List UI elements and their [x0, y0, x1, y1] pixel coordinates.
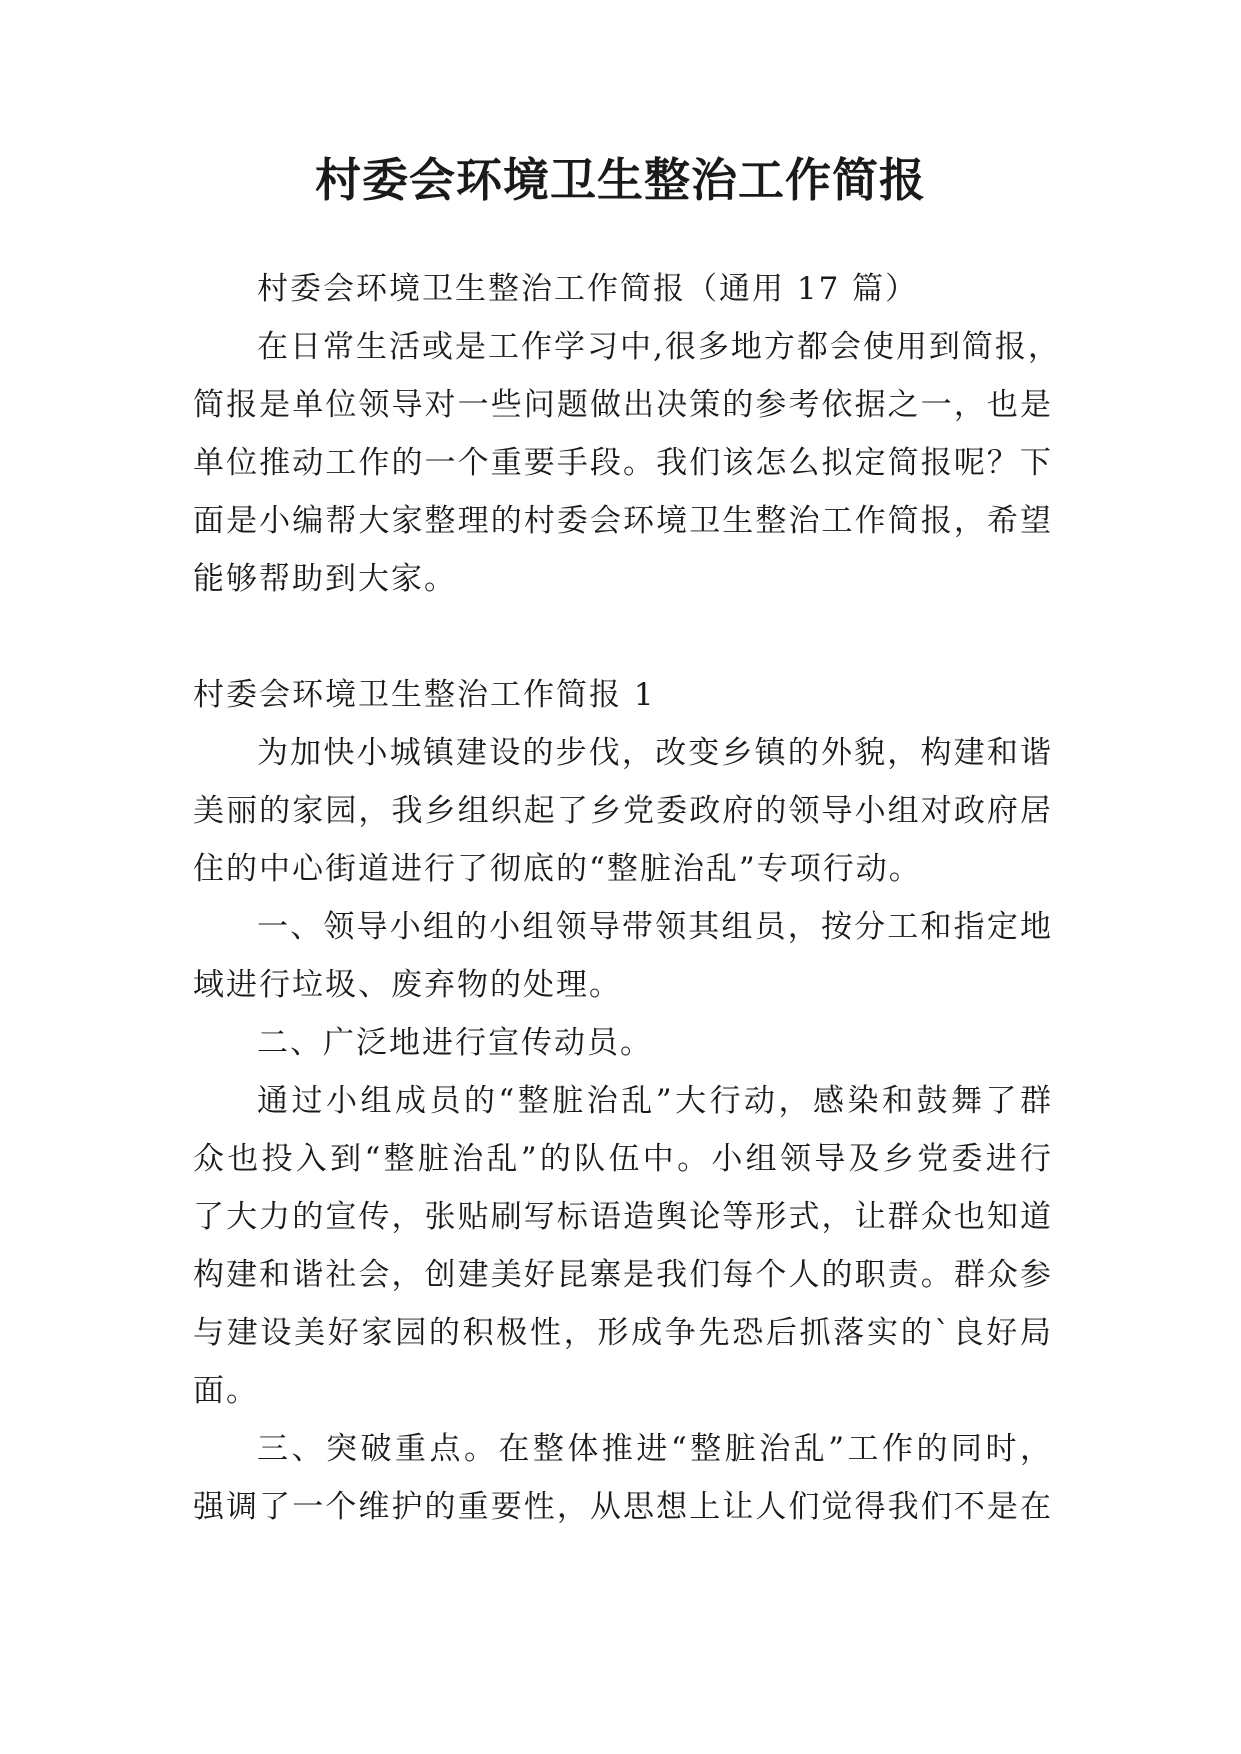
- paragraph-line: 面。: [193, 1373, 259, 1409]
- paragraph-line: 单位推动工作的一个重要手段。我们该怎么拟定简报呢？下: [193, 445, 1053, 481]
- section-spacer: [193, 608, 1053, 666]
- subtitle-line: 村委会环境卫生整治工作简报（通用 17 篇）: [257, 271, 919, 307]
- paragraph-line: 二、广泛地进行宣传动员。: [257, 1025, 653, 1061]
- paragraph-line: 通过小组成员的“整脏治乱”大行动，感染和鼓舞了群: [257, 1083, 1053, 1119]
- document-body: [193, 260, 1061, 1536]
- paragraph-line: 美丽的家园，我乡组织起了乡党委政府的领导小组对政府居: [193, 793, 1053, 829]
- paragraph-line: 住的中心街道进行了彻底的“整脏治乱”专项行动。: [193, 851, 922, 887]
- paragraph-line: 构建和谐社会，创建美好昆寨是我们每个人的职责。群众参: [193, 1257, 1053, 1293]
- paragraph-line: 了大力的宣传，张贴刷写标语造舆论等形式，让群众也知道: [193, 1199, 1053, 1235]
- document-title: 村委会环境卫生整治工作简报: [315, 153, 926, 207]
- paragraph-line: 域进行垃圾、废弃物的处理。: [193, 967, 622, 1003]
- paragraph-line: 众也投入到“整脏治乱”的队伍中。小组领导及乡党委进行: [193, 1141, 1053, 1177]
- paragraph-line: 一、领导小组的小组领导带领其组员，按分工和指定地: [257, 909, 1053, 945]
- paragraph-line: 在日常生活或是工作学习中,很多地方都会使用到简报，: [257, 329, 1061, 365]
- paragraph-line: 简报是单位领导对一些问题做出决策的参考依据之一，也是: [193, 387, 1053, 423]
- section-heading: 村委会环境卫生整治工作简报 1: [193, 677, 656, 713]
- paragraph-line: 三、突破重点。在整体推进“整脏治乱”工作的同时，: [257, 1431, 1053, 1467]
- paragraph-line: 面是小编帮大家整理的村委会环境卫生整治工作简报，希望: [193, 503, 1053, 539]
- paragraph-line: 与建设美好家园的积极性，形成争先恐后抓落实的`良好局: [193, 1315, 1053, 1351]
- paragraph-line: 强调了一个维护的重要性，从思想上让人们觉得我们不是在: [193, 1489, 1053, 1525]
- paragraph-line: 为加快小城镇建设的步伐，改变乡镇的外貌，构建和谐: [257, 735, 1053, 771]
- paragraph-line: 能够帮助到大家。: [193, 561, 457, 597]
